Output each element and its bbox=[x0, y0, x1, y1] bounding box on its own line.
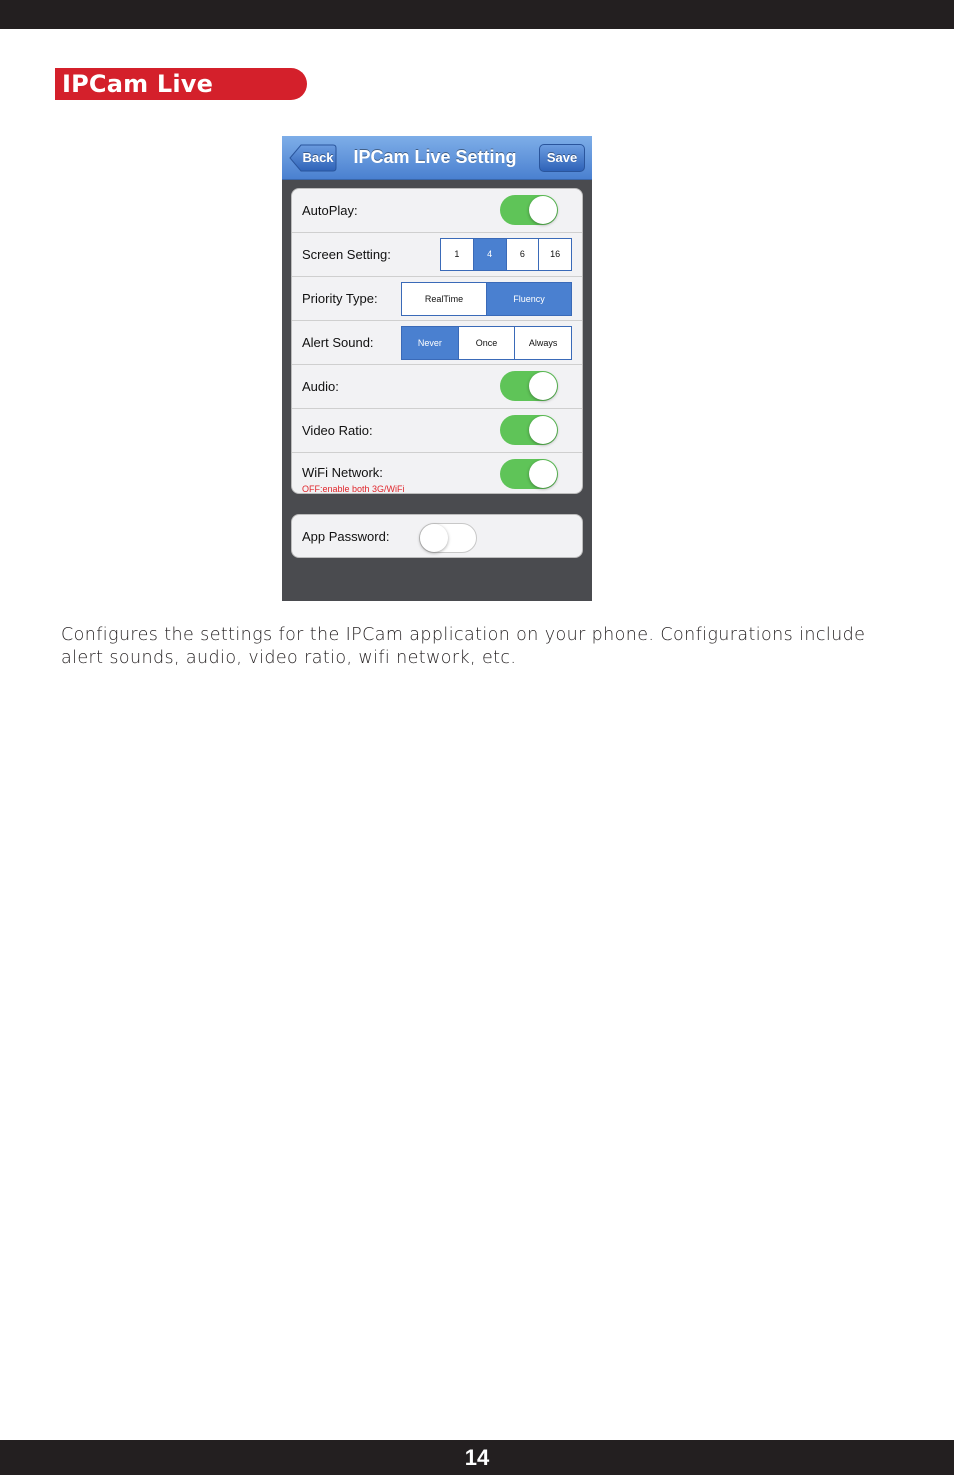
priority-type-label: Priority Type: bbox=[302, 291, 378, 306]
screen-setting-row bbox=[292, 233, 582, 277]
footer-bar bbox=[0, 1440, 954, 1475]
audio-toggle[interactable] bbox=[500, 371, 558, 401]
autoplay-row bbox=[292, 189, 582, 233]
alert-option-always[interactable]: Always bbox=[528, 338, 558, 348]
description-text: Configures the settings for the IPCam application on your phone. Configurations include alert sounds, audio, video ratio, wifi network, etc. bbox=[61, 625, 866, 668]
screen-setting-label: Screen Setting: bbox=[302, 247, 391, 262]
alert-option-never[interactable]: Never bbox=[402, 327, 459, 359]
wifi-network-label: WiFi Network: bbox=[302, 465, 383, 480]
video-ratio-row bbox=[292, 409, 582, 453]
priority-option-realtime[interactable]: RealTime bbox=[402, 283, 487, 315]
section-title: IPCam Live Setting bbox=[55, 68, 307, 100]
toggle-knob bbox=[420, 524, 448, 552]
priority-type-segmented bbox=[401, 282, 572, 316]
video-ratio-toggle[interactable] bbox=[500, 415, 558, 445]
audio-label: Audio: bbox=[302, 379, 339, 394]
top-bar bbox=[0, 0, 954, 29]
app-password-row bbox=[292, 515, 582, 558]
wifi-network-row bbox=[292, 453, 582, 494]
save-button[interactable]: Save bbox=[539, 144, 585, 172]
alert-sound-row bbox=[292, 321, 582, 365]
audio-row bbox=[292, 365, 582, 409]
alert-option-once[interactable]: Once bbox=[459, 327, 516, 359]
toggle-knob bbox=[529, 372, 557, 400]
wifi-network-note: OFF:enable both 3G/WiFi bbox=[302, 484, 405, 494]
back-button[interactable] bbox=[289, 144, 337, 172]
nav-title: IPCam Live Setting bbox=[353, 147, 517, 167]
page-number: 14 bbox=[464, 1445, 490, 1470]
autoplay-label: AutoPlay: bbox=[302, 203, 358, 218]
app-password-toggle[interactable] bbox=[419, 523, 477, 553]
screen-setting-segmented bbox=[440, 238, 572, 271]
phone-screenshot bbox=[282, 136, 592, 601]
back-button-label: Back bbox=[302, 150, 334, 165]
alert-sound-label: Alert Sound: bbox=[302, 335, 374, 350]
navigation-bar bbox=[282, 136, 592, 180]
screen-option-16[interactable]: 16 bbox=[550, 249, 561, 259]
priority-type-row bbox=[292, 277, 582, 321]
video-ratio-label: Video Ratio: bbox=[302, 423, 373, 438]
toggle-knob bbox=[529, 460, 557, 488]
priority-option-fluency[interactable]: Fluency bbox=[487, 283, 571, 315]
password-group bbox=[291, 514, 583, 558]
wifi-network-toggle[interactable] bbox=[500, 459, 558, 489]
screen-option-1[interactable]: 1 bbox=[441, 239, 474, 270]
toggle-knob bbox=[529, 416, 557, 444]
settings-group bbox=[291, 188, 583, 494]
app-password-label: App Password: bbox=[302, 529, 390, 544]
autoplay-toggle[interactable] bbox=[500, 195, 558, 225]
screen-option-4[interactable]: 4 bbox=[474, 239, 507, 270]
toggle-knob bbox=[529, 196, 557, 224]
screen-option-6[interactable]: 6 bbox=[507, 239, 540, 270]
alert-sound-segmented bbox=[401, 326, 572, 360]
